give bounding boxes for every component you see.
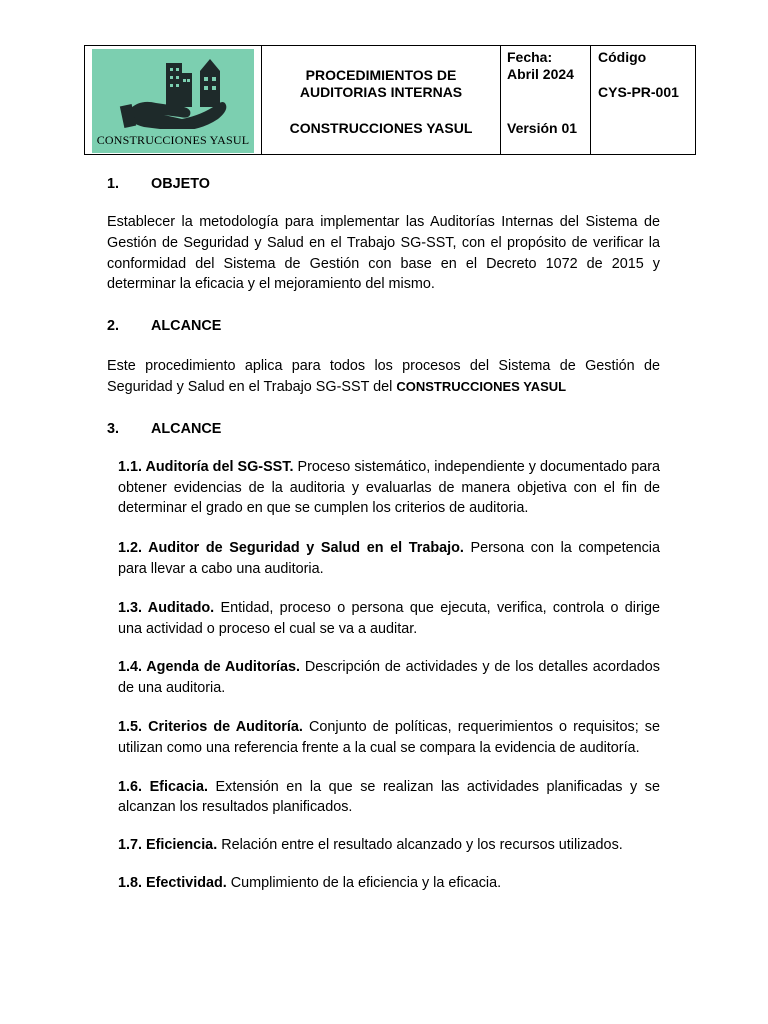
definition-term: 1.4. Agenda de Auditorías. — [118, 659, 301, 676]
document-title — [262, 67, 500, 101]
version-label: Versión 01 — [507, 120, 578, 136]
date-cell — [501, 46, 591, 155]
section-heading-alcance — [107, 316, 660, 336]
section-title: ALCANCE — [151, 420, 222, 437]
definition-term: 1.7. Eficiencia. — [118, 837, 218, 854]
definition-item — [118, 717, 660, 759]
definition-text: Relación entre el resultado alcanzado y los recursos utilizados. — [221, 837, 623, 854]
date-label: Fecha: — [507, 49, 553, 65]
code-label: Código — [598, 49, 647, 65]
code-cell — [591, 46, 696, 155]
definition-item — [118, 835, 660, 856]
date-value: Abril 2024 — [507, 66, 574, 82]
section-title: ALCANCE — [151, 318, 222, 335]
definition-item — [118, 657, 660, 699]
definition-term: 1.2. Auditor de Seguridad y Salud en el Trabajo. — [118, 540, 464, 557]
alcance-paragraph — [107, 356, 660, 398]
buildings-hand-icon — [92, 49, 254, 129]
logo-text: CONSTRUCCIONES YASUL — [96, 133, 250, 147]
definition-term: 1.6. Eficacia. — [118, 778, 208, 795]
definition-text: Descripción de actividades y de los detalles acordados de una auditoria. — [118, 659, 660, 697]
definition-item — [118, 538, 660, 580]
document-header — [84, 45, 696, 155]
code-value: CYS-PR-001 — [598, 84, 679, 100]
company-logo — [92, 49, 254, 153]
company-name: CONSTRUCCIONES YASUL — [289, 120, 473, 136]
document-title-line1: PROCEDIMIENTOS DE — [305, 67, 457, 83]
definition-text: Extensión en la que se realizan las actividades planificadas y se alcanzan los resultados planificados. — [118, 778, 661, 816]
definition-item — [118, 873, 660, 894]
objeto-paragraph: Establecer la metodología para implementar las Auditorías Internas del Sistema de Gestión de Seguridad y Salud en el Trabajo SG-SST, con el propósito de verificar la conformidad del Sistema de Gestión con base en el Decreto 1072 de 2015 y determinar la eficacia y el mejoramiento del mismo. — [107, 214, 660, 293]
definition-term: 1.8. Efectividad. — [118, 874, 227, 891]
document-body — [107, 174, 660, 894]
section-number: 1. — [107, 176, 120, 192]
definitions-list — [118, 457, 660, 894]
definition-text: Persona con la competencia para llevar a cabo una auditoria. — [118, 540, 660, 577]
section-number: 3. — [107, 420, 120, 437]
definition-term: 1.3. Auditado. — [118, 599, 215, 616]
alcance-company: CONSTRUCCIONES YASUL — [396, 378, 567, 394]
definition-item — [118, 598, 660, 640]
title-cell — [262, 46, 501, 155]
definition-text: Conjunto de políticas, requerimientos o requisitos; se utilizan como una referencia frente a la cual se compara la evidencia de auditoría. — [118, 718, 660, 756]
logo-cell — [85, 46, 262, 155]
alcance-text: Este procedimiento aplica para todos los procesos del Sistema de Gestión de Seguridad y Salud en el Trabajo SG-SST del — [107, 358, 660, 395]
section-heading-alcance-2 — [107, 419, 660, 439]
definition-item — [118, 457, 660, 519]
section-number: 2. — [107, 318, 120, 335]
definition-term: 1.1. Auditoría del SG-SST. — [118, 458, 294, 475]
section-title: OBJETO — [151, 176, 210, 192]
definition-text: Cumplimiento de la eficiencia y la eficacia. — [230, 874, 502, 891]
definition-text: Entidad, proceso o persona que ejecuta, verifica, controla o dirige una actividad o proceso el cual se va a auditar. — [118, 599, 660, 637]
document-title-line2: AUDITORIAS INTERNAS — [299, 84, 463, 100]
definition-term: 1.5. Criterios de Auditoría. — [118, 718, 303, 735]
definition-item — [118, 777, 660, 819]
definition-text: Proceso sistemático, independiente y documentado para obtener evidencias de la auditoria y evaluarlas de manera objetiva con el fin de determinar el grado en que se cumplen los criterios de auditoria. — [118, 458, 661, 517]
section-heading-objeto — [107, 174, 660, 194]
